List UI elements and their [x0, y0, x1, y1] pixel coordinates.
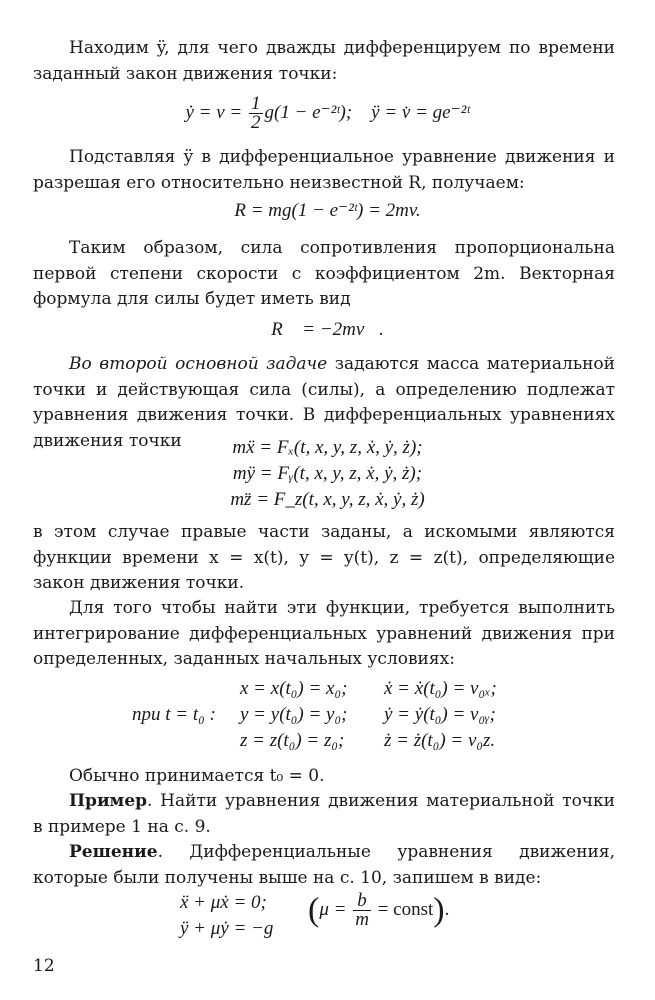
eq6-const: = const: [372, 898, 434, 920]
equation-velocity-acceleration: [0, 95, 655, 132]
equation-vector-force: R⃗ = −2mv⃗.: [271, 319, 384, 340]
p9-bold: Решение: [69, 842, 158, 862]
eq5-right-1: ẋ = ẋ(t₀) = v₀ₓ;: [384, 678, 497, 699]
eq6-mu: μ =: [319, 898, 352, 920]
eq4-line-2: mÿ = Fᵧ(t, x, y, z, ẋ, ẏ, ż);: [232, 463, 423, 484]
p4-italic: Во второй основной задаче: [69, 354, 328, 374]
equation-resistance: R = mg(1 − e⁻²ᵗ) = 2mv.: [234, 200, 421, 221]
p8-rest: . Найти уравнения движения материальной точки в примере 1 на с. 9.: [33, 791, 615, 837]
eq5-left-3: z = z(t₀) = z₀;: [240, 730, 345, 751]
paragraph-7: Обычно принимается t₀ = 0.: [69, 766, 325, 786]
eq6-end: .: [444, 898, 450, 920]
eq5-right-column: [384, 676, 497, 754]
paragraph-3: Таким образом, сила сопротивления пропорциональна первой степени скорости с коэффициентом 2m. Векторная формула для силы будет иметь вид: [33, 238, 615, 309]
eq4-line-3: mz̈ = F_z(t, x, y, z, ẋ, ẏ, ż): [230, 489, 425, 510]
eq6-parameter: [308, 892, 449, 929]
eq1-mid: g(1 − e⁻²ᵗ);: [264, 101, 353, 123]
paragraph-1: Находим ÿ, для чего дважды дифференцируем по времени заданный закон движения точки:: [33, 38, 615, 84]
page-number: 12: [33, 956, 55, 976]
paragraph-2: Подставляя ÿ в дифференциальное уравнение движения и разрешая его относительно неизвестной R, получаем:: [33, 147, 615, 193]
eq5-right-2: ẏ = ẏ(t₀) = v₀ᵧ;: [384, 704, 496, 725]
p4-rest: задаются масса материальной точки и действующая сила (силы), а определению подлежат уравнения движения точки. В дифференциальных уравнениях движения точки: [33, 354, 615, 451]
eq6-line-1: ẍ + μẋ = 0;: [180, 892, 267, 913]
eq5-prefix: при t = t₀ :: [132, 704, 216, 725]
eq1-frac-num: 1: [251, 93, 261, 114]
eq1-right: ÿ = v̇ = ge⁻²ᵗ: [371, 101, 470, 123]
eq4-line-1: mẍ = Fₓ(t, x, y, z, ẋ, ẏ, ż);: [232, 437, 423, 458]
eq6-line-2: ÿ + μẏ = −g: [180, 918, 274, 939]
eq1-fraction: [249, 95, 263, 132]
eq6-frac-num: b: [353, 892, 371, 911]
eq5-right-3: ż = ż(t₀) = v₀z.: [384, 730, 496, 751]
p9-rest: . Дифференциальные уравнения движения, которые были получены выше на с. 10, запишем в виде:: [33, 842, 615, 888]
eq5-left-1: x = x(t₀) = x₀;: [240, 678, 348, 699]
paragraph-8: [33, 789, 615, 840]
eq6-frac-den: m: [355, 909, 369, 930]
right-paren: ): [433, 891, 445, 929]
eq1-frac-den: 2: [251, 112, 261, 133]
p8-bold: Пример: [69, 791, 148, 811]
paragraph-6: Для того чтобы найти эти функции, требуется выполнить интегрирование дифференциальных уравнений движения при определенных, заданных начальных условиях:: [33, 598, 615, 669]
eq5-left-2: y = y(t₀) = y₀;: [240, 704, 348, 725]
eq6-fraction: [353, 892, 371, 929]
paragraph-9: [33, 840, 615, 891]
left-paren: (: [308, 891, 320, 929]
eq6-lines: [180, 890, 273, 942]
eq5-left-column: [240, 676, 347, 754]
equations-motion-system: [0, 435, 655, 513]
eq1-left: ẏ = v =: [185, 101, 247, 123]
paragraph-5: в этом случае правые части заданы, а искомыми являются функции времени x = x(t), y = y(t), z = z(t), определяющие закон движения точки.: [33, 522, 615, 593]
